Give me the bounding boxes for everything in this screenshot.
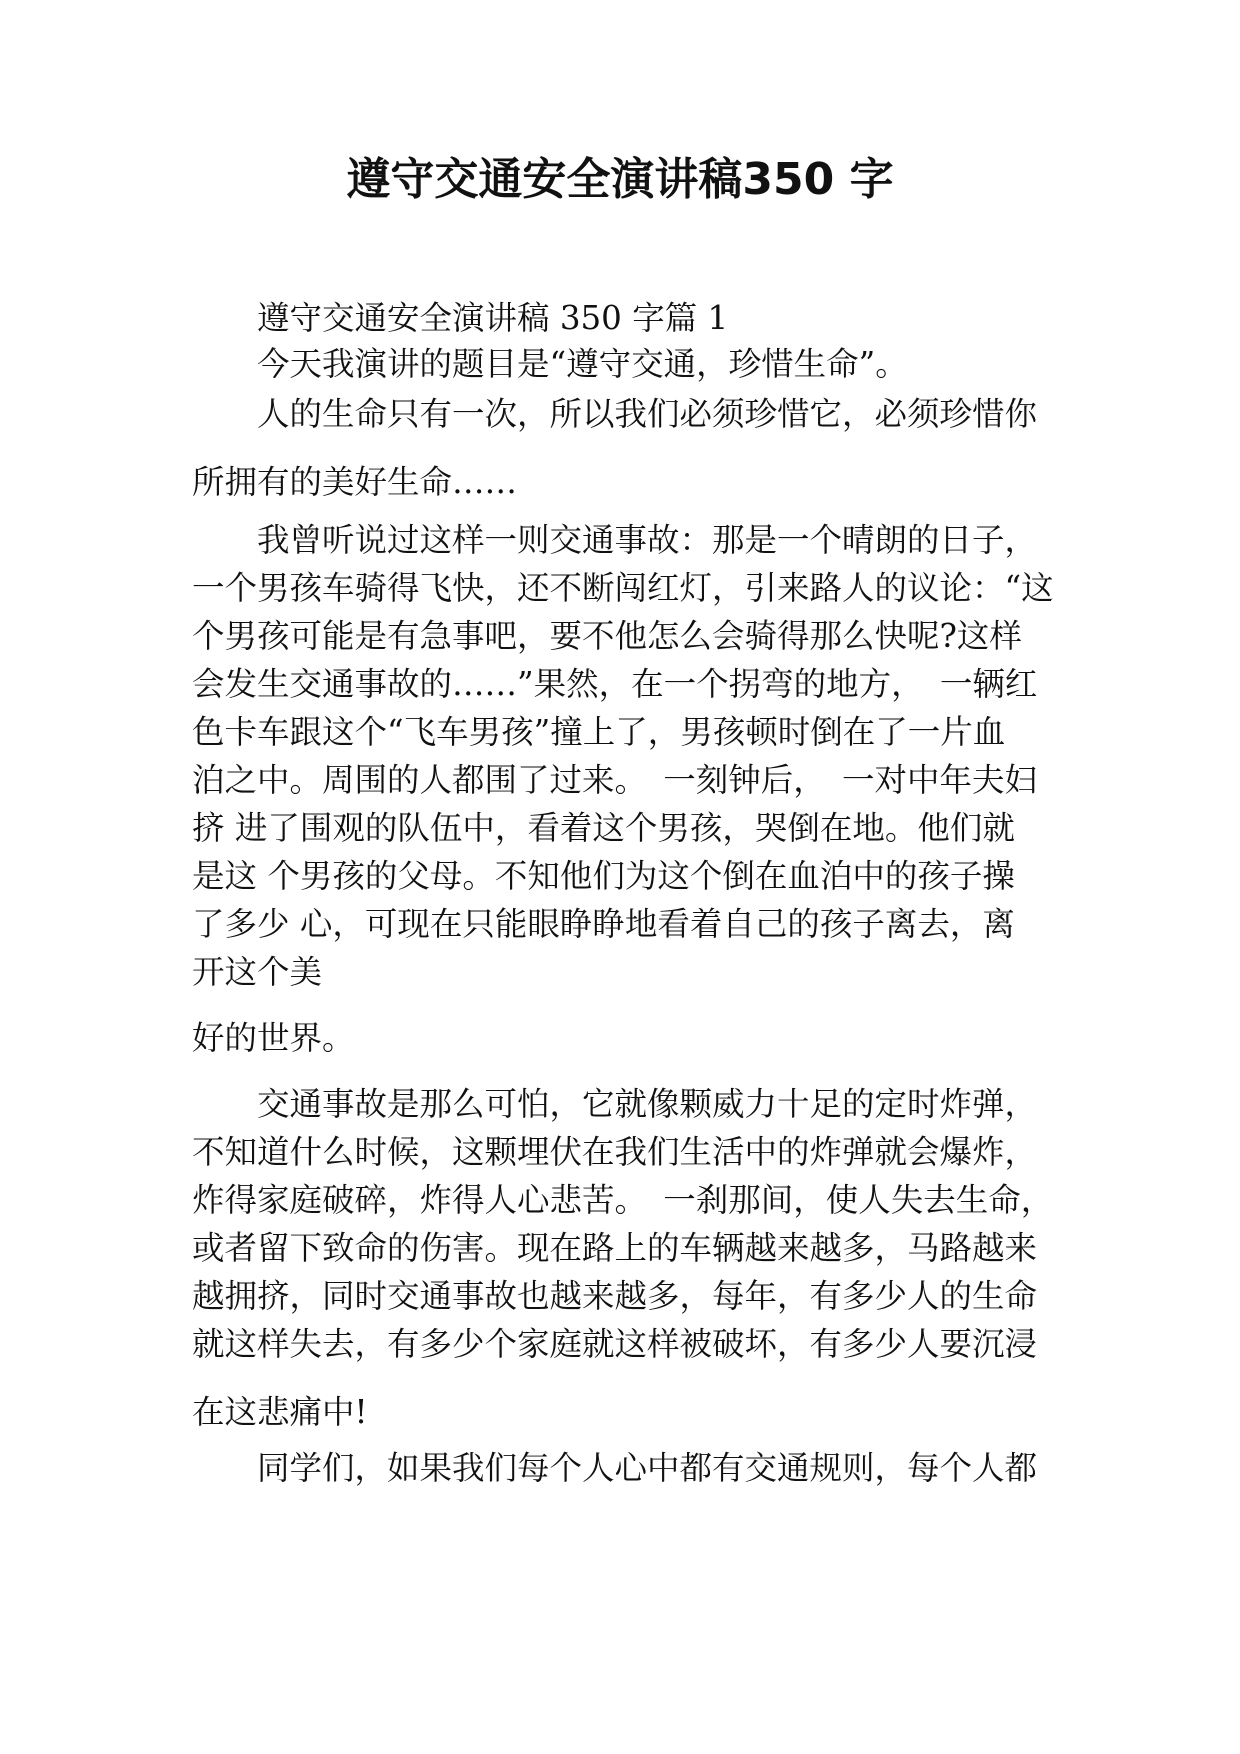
- paragraph-line: 好的世界。: [192, 1019, 355, 1057]
- paragraph-line: 人的生命只有一次，所以我们必须珍惜它，必须珍惜你: [257, 395, 1038, 433]
- paragraph-line: 个男孩可能是有急事吧，要不他怎么会骑得那么快呢?这样: [192, 617, 1022, 655]
- paragraph-line: 我曾听说过这样一则交通事故：那是一个晴朗的日子，: [257, 521, 1038, 559]
- paragraph-line: 今天我演讲的题目是“遵守交通，珍惜生命”。: [257, 345, 908, 383]
- section-heading: 遵守交通安全演讲稿 350 字篇 1: [257, 299, 729, 337]
- document-title: 遵守交通安全演讲稿350 字: [346, 154, 894, 205]
- paragraph-line: 同学们，如果我们每个人心中都有交通规则，每个人都: [257, 1449, 1038, 1487]
- paragraph-line: 炸得家庭破碎，炸得人心悲苦。 一刹那间，使人失去生命，: [192, 1181, 1054, 1219]
- paragraph-line: 色卡车跟这个“飞车男孩”撞上了，男孩顿时倒在了一片血: [192, 713, 1006, 751]
- paragraph-line: 越拥挤，同时交通事故也越来越多，每年，有多少人的生命: [192, 1277, 1038, 1315]
- paragraph-line: 泊之中。周围的人都围了过来。 一刻钟后， 一对中年夫妇: [192, 761, 1038, 799]
- paragraph-line: 一个男孩车骑得飞快，还不断闯红灯，引来路人的议论：“这: [192, 569, 1054, 607]
- paragraph-line: 不知道什么时候，这颗埋伏在我们生活中的炸弹就会爆炸，: [192, 1133, 1038, 1171]
- paragraph-line: 所拥有的美好生命……: [192, 463, 518, 501]
- paragraph-line: 交通事故是那么可怕，它就像颗威力十足的定时炸弹，: [257, 1085, 1038, 1123]
- paragraph-line: 会发生交通事故的……”果然，在一个拐弯的地方， 一辆红: [192, 665, 1038, 703]
- paragraph-line: 就这样失去，有多少个家庭就这样被破坏，有多少人要沉浸: [192, 1325, 1038, 1363]
- paragraph-line: 在这悲痛中!: [192, 1393, 368, 1431]
- paragraph-line: 或者留下致命的伤害。现在路上的车辆越来越多，马路越来: [192, 1229, 1038, 1267]
- paragraph-line: 了多少 心，可现在只能眼睁睁地看着自己的孩子离去，离: [192, 905, 1015, 943]
- paragraph-line: 挤 进了围观的队伍中，看着这个男孩，哭倒在地。他们就: [192, 809, 1015, 847]
- paragraph-line: 开这个美: [192, 953, 323, 991]
- paragraph-line: 是这 个男孩的父母。不知他们为这个倒在血泊中的孩子操: [192, 857, 1015, 895]
